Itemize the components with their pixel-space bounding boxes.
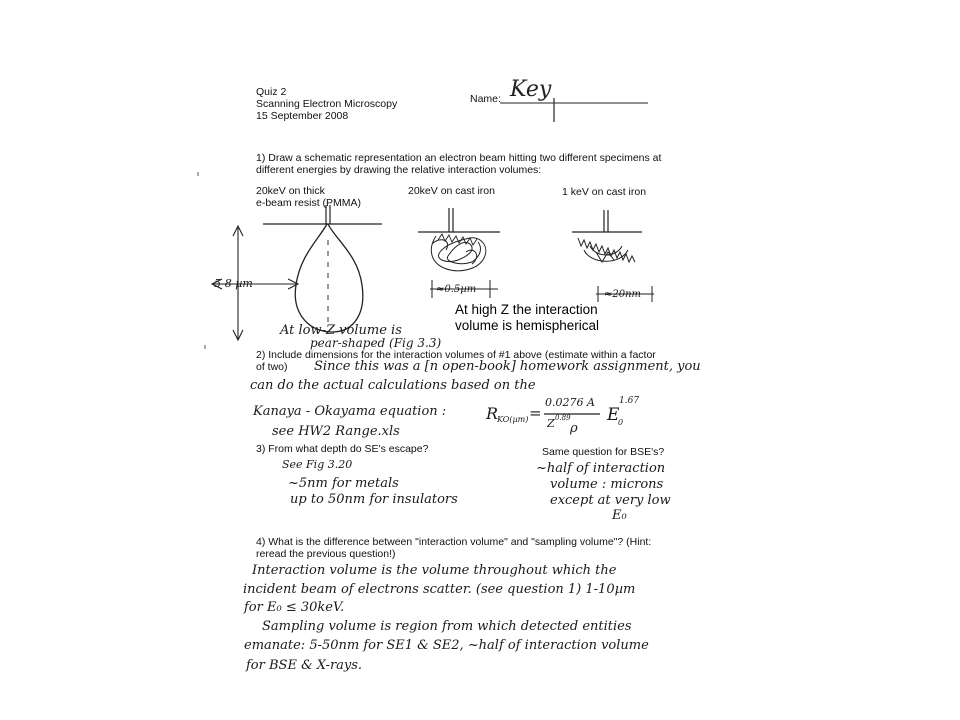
- q2-see-file: see HW2 Range.xls: [272, 424, 400, 439]
- q1-text-line1: 1) Draw a schematic representation an electron beam hitting two different specimens at: [256, 152, 662, 164]
- q2-text-line2: of two): [256, 361, 288, 373]
- dim-iron: ≈0.5µm: [436, 284, 477, 295]
- low-z-note-line2: pear-shaped (Fig 3.3): [310, 336, 442, 350]
- course-title: Scanning Electron Microscopy: [256, 98, 398, 110]
- q1-col1-label-line2: e-beam resist (PMMA): [256, 197, 362, 209]
- q3-text: 3) From what depth do SE's escape?: [256, 443, 429, 455]
- formula-den-exp: 0.89: [555, 414, 571, 422]
- q4-answer-line4: Sampling volume is region from which detected entities: [262, 619, 632, 634]
- formula-e-sub: 0: [618, 418, 624, 427]
- q1-col3-label: 1 keV on cast iron: [562, 186, 647, 198]
- q3-se-ref: See Fig 3.20: [282, 458, 353, 471]
- q3-bse-answer-line3: except at very low: [550, 493, 671, 508]
- q1-col1-label-line1: 20keV on thick: [256, 185, 325, 197]
- name-value: Key: [510, 77, 552, 102]
- formula-numerator: 0.0276 A: [545, 396, 595, 409]
- q4-answer-line1: Interaction volume is the volume throughout which the: [252, 563, 617, 578]
- formula-lhs: R: [486, 404, 499, 423]
- low-z-note-line1: At low-Z volume is: [280, 323, 402, 338]
- q2-answer-line1: Since this was a [n open-book] homework assignment, you: [314, 359, 701, 374]
- q3-bse-answer-line1: ~half of interaction: [536, 461, 666, 476]
- formula-lhs-sub: KO(µm): [497, 415, 529, 424]
- ko-formula: R KO(µm) = 0.0276 A Z 0.89 ρ E 0 1.67: [486, 396, 640, 436]
- q2-answer-line2: can do the actual calculations based on the: [250, 378, 536, 393]
- q2-answer-line3: Kanaya - Okayama equation :: [253, 404, 447, 419]
- high-z-note-line1: At high Z the interaction: [455, 302, 598, 317]
- dim-low-energy: ≈20nm: [604, 289, 642, 300]
- formula-den-z: Z: [547, 417, 555, 430]
- q3-bse-answer-line4: E₀: [612, 508, 627, 523]
- quiz-title: Quiz 2: [256, 86, 287, 98]
- q3-bse-text: Same question for BSE's?: [542, 446, 665, 458]
- formula-den-rho: ρ: [570, 421, 578, 436]
- q4-text-line1: 4) What is the difference between "interaction volume" and "sampling volume"? (Hint:: [256, 536, 652, 548]
- q4-answer-line2: incident beam of electrons scatter. (see question 1) 1-10µm: [243, 582, 636, 597]
- q3-bse-answer-line2: volume : microns: [550, 477, 664, 492]
- q3-se-answer-line2: up to 50nm for insulators: [290, 492, 458, 507]
- quiz-date: 15 September 2008: [256, 110, 349, 122]
- q3-se-answer-line1: ~5nm for metals: [288, 476, 399, 491]
- q4-answer-line6: for BSE & X-rays.: [246, 658, 363, 673]
- q4-text-line2: reread the previous question!): [256, 548, 396, 560]
- formula-e-exp: 1.67: [619, 396, 640, 406]
- q1-text-line2: different energies by drawing the relative interaction volumes:: [256, 164, 542, 176]
- q2-text-line1: 2) Include dimensions for the interaction volumes of #1 above (estimate within a factor: [256, 349, 656, 361]
- q1-col2-label: 20keV on cast iron: [408, 185, 495, 197]
- name-label: Name:: [470, 93, 501, 105]
- dim-pmma: 5-8 µm: [214, 277, 253, 290]
- q4-answer-line5: emanate: 5-50nm for SE1 & SE2, ~half of interaction volume: [244, 638, 649, 653]
- formula-e: E: [607, 405, 620, 425]
- q4-answer-line3: for E₀ ≤ 30keV.: [244, 600, 345, 615]
- high-z-note-line2: volume is hemispherical: [455, 318, 600, 333]
